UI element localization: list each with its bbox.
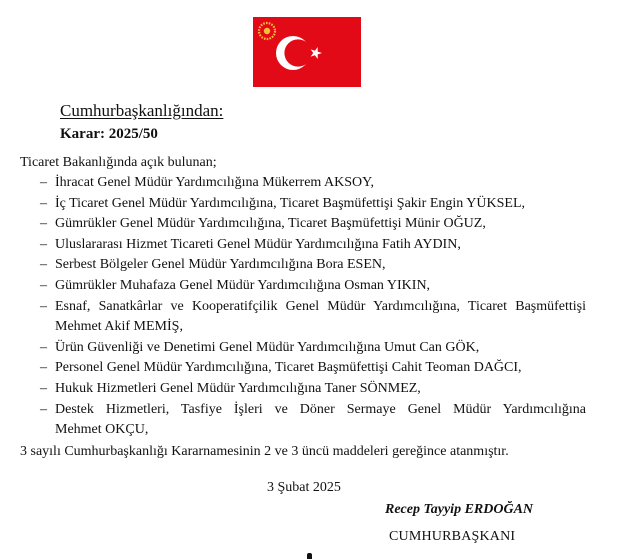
closing-text: 3 sayılı Cumhurbaşkanlığı Kararnamesinin 2 ve 3 üncü maddeleri gereğince atanmıştır. <box>20 444 509 459</box>
appointment-list <box>0 173 619 441</box>
page-mark <box>307 553 312 559</box>
turkish-flag <box>253 17 361 87</box>
decision-number: Karar: 2025/50 <box>60 126 158 142</box>
list-dash: – <box>40 360 47 376</box>
signer-name: Recep Tayyip ERDOĞAN <box>385 502 534 517</box>
appointment-text: İç Ticaret Genel Müdür Yardımcılığına, Ticaret Başmüfettişi Şakir Engin YÜKSEL, <box>55 195 525 211</box>
flag-crescent-cutout <box>284 39 311 66</box>
list-dash: – <box>40 380 47 396</box>
appointment-text: Destek Hizmetleri, Tasfiye İşleri ve Döner Sermaye Genel Müdür Yardımcılığına <box>55 401 586 417</box>
appointment-text: Mehmet OKÇU, <box>55 422 149 438</box>
page-heading: Cumhurbaşkanlığından: <box>60 101 224 120</box>
list-dash: – <box>40 277 47 293</box>
list-dash: – <box>40 195 47 211</box>
appointment-item <box>0 214 586 235</box>
appointment-text: Serbest Bölgeler Genel Müdür Yardımcılığına Bora ESEN, <box>55 257 386 273</box>
list-dash: – <box>40 216 47 232</box>
appointment-item <box>0 379 586 400</box>
list-dash: – <box>40 175 47 190</box>
appointment-text: Esnaf, Sanatkârlar ve Kooperatifçilik Genel Müdür Yardımcılığına, Ticaret Başmüfettişi <box>55 298 586 314</box>
appointment-item <box>0 194 586 215</box>
appointment-text: Mehmet Akif MEMİŞ, <box>55 319 183 335</box>
appointment-text: Gümrükler Genel Müdür Yardımcılığına, Ticaret Başmüfettişi Münir OĞUZ, <box>55 216 486 232</box>
appointment-text: Personel Genel Müdür Yardımcılığına, Ticaret Başmüfettişi Cahit Teoman DAĞCI, <box>55 360 522 376</box>
signer-title: CUMHURBAŞKANI <box>389 529 516 544</box>
decision-date: 3 Şubat 2025 <box>267 480 341 495</box>
list-dash: – <box>40 401 47 417</box>
appointment-item <box>0 400 586 441</box>
appointment-text: Gümrükler Muhafaza Genel Müdür Yardımcılığına Osman YIKIN, <box>55 277 431 293</box>
appointment-item <box>0 276 586 297</box>
appointment-text: Hukuk Hizmetleri Genel Müdür Yardımcılığına Taner SÖNMEZ, <box>55 380 421 396</box>
list-dash: – <box>40 298 47 314</box>
appointment-item <box>0 358 586 379</box>
appointment-text: Uluslararası Hizmet Ticareti Genel Müdür Yardımcılığına Fatih AYDIN, <box>55 236 461 252</box>
appointment-text: İhracat Genel Müdür Yardımcılığına Mükerrem AKSOY, <box>55 175 374 190</box>
appointment-item <box>0 255 586 276</box>
appointment-item <box>0 338 586 359</box>
intro-text: Ticaret Bakanlığında açık bulunan; <box>20 155 217 170</box>
list-dash: – <box>40 339 47 355</box>
appointment-text: Ürün Güvenliği ve Denetimi Genel Müdür Yardımcılığına Umut Can GÖK, <box>55 339 480 355</box>
appointment-item <box>0 297 586 338</box>
list-dash: – <box>40 236 47 252</box>
appointment-item <box>0 235 586 256</box>
appointment-item <box>0 173 586 194</box>
list-dash: – <box>40 257 47 273</box>
